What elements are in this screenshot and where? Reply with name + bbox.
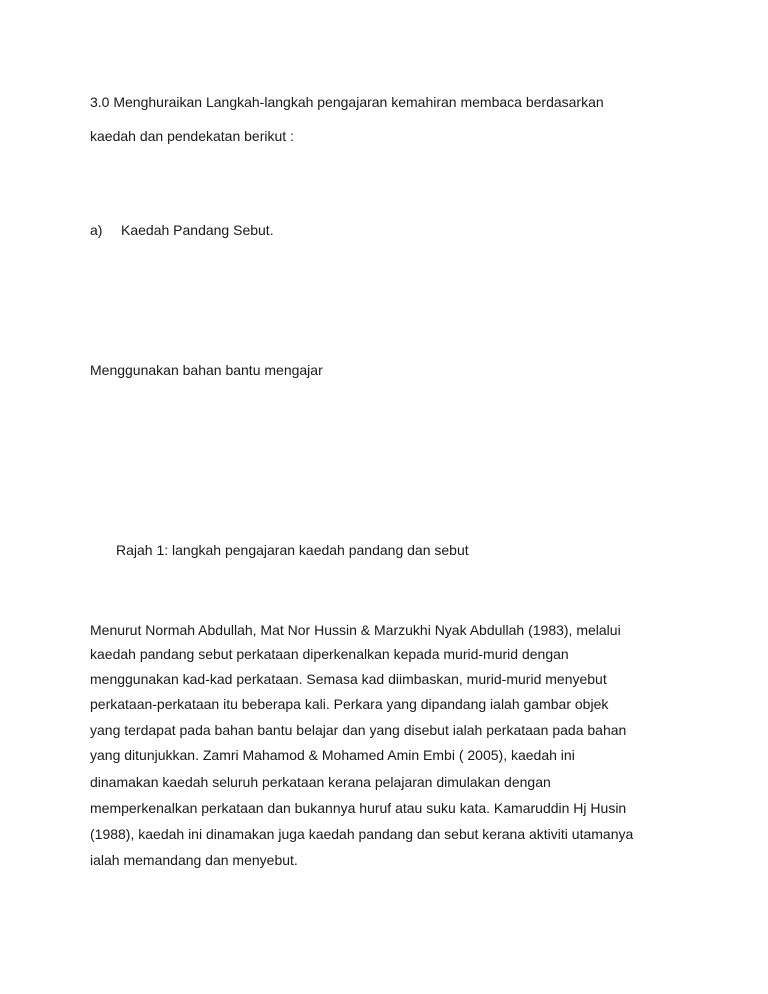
item-a-title: Kaedah Pandang Sebut. (121, 222, 274, 238)
heading-line-1: 3.0 Menghuraikan Langkah-langkah pengajaran kemahiran membaca berdasarkan (90, 94, 604, 110)
item-a-marker: a) (90, 222, 103, 238)
paragraph-line: yang ditunjukkan. Zamri Mahamod & Mohamed Amin Embi ( 2005), kaedah ini (90, 747, 575, 763)
paragraph-line: dinamakan kaedah seluruh perkataan kerana pelajaran dimulakan dengan (90, 774, 551, 790)
paragraph-line: memperkenalkan perkataan dan bukannya huruf atau suku kata. Kamaruddin Hj Husin (90, 800, 627, 816)
paragraph-line: kaedah pandang sebut perkataan diperkenalkan kepada murid-murid dengan (90, 646, 569, 662)
paragraph-line: perkataan-perkataan itu beberapa kali. Perkara yang dipandang ialah gambar objek (90, 696, 609, 712)
figure-caption: Rajah 1: langkah pengajaran kaedah pandang dan sebut (116, 542, 469, 558)
paragraph-line: (1988), kaedah ini dinamakan juga kaedah pandang dan sebut kerana aktiviti utamanya (90, 826, 634, 842)
heading-line-2: kaedah dan pendekatan berikut : (90, 128, 294, 144)
paragraph-line: Menurut Normah Abdullah, Mat Nor Hussin & Marzukhi Nyak Abdullah (1983), melalui (90, 622, 621, 638)
paragraph-line: menggunakan kad-kad perkataan. Semasa kad diimbaskan, murid-murid menyebut (90, 671, 607, 687)
paragraph-line: ialah memandang dan menyebut. (90, 852, 298, 868)
figure-label: Menggunakan bahan bantu mengajar (90, 362, 323, 378)
paragraph-line: yang terdapat pada bahan bantu belajar dan yang disebut ialah perkataan pada bahan (90, 722, 627, 738)
